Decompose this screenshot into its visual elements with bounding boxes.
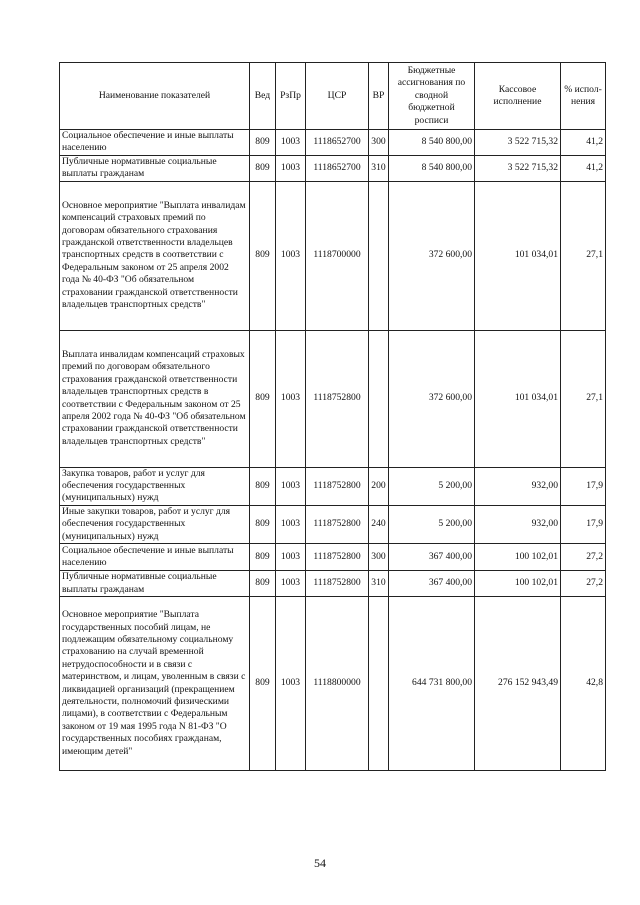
row-ved: 809	[250, 181, 276, 330]
page-number: 54	[314, 856, 326, 870]
table-row	[60, 467, 606, 505]
row-rzpr: 1003	[276, 571, 306, 597]
row-ved: 809	[250, 571, 276, 597]
row-ved: 809	[250, 597, 276, 771]
row-name: Социальное обеспечение и иные выплаты населению	[60, 130, 250, 156]
row-budget: 367 400,00	[389, 544, 475, 571]
row-csr: 1118752800	[306, 330, 369, 467]
row-ved: 809	[250, 544, 276, 571]
row-ved: 809	[250, 130, 276, 156]
table-row	[60, 544, 606, 571]
row-percent: 17,9	[561, 467, 606, 505]
row-cash: 101 034,01	[475, 330, 561, 467]
header-cash-execution: Кассовое исполнение	[475, 63, 561, 130]
table-row	[60, 597, 606, 771]
row-cash: 932,00	[475, 467, 561, 505]
header-ved: Вед	[250, 63, 276, 130]
table-row	[60, 155, 606, 181]
row-ved: 809	[250, 330, 276, 467]
row-percent: 41,2	[561, 155, 606, 181]
row-vr	[369, 330, 389, 467]
row-vr: 200	[369, 467, 389, 505]
header-vr: ВР	[369, 63, 389, 130]
row-cash: 101 034,01	[475, 181, 561, 330]
row-csr: 1118752800	[306, 505, 369, 543]
header-rzpr: РзПр	[276, 63, 306, 130]
row-cash: 100 102,01	[475, 544, 561, 571]
row-percent: 27,1	[561, 181, 606, 330]
row-name: Основное мероприятие "Выплата государственных пособий лицам, не подлежащим обязательному социальному страхованию на случай временной нетрудоспособности и в связи с материнством, и лицам, уволенным в связи с ликвидацией организаций (прекращением деятельности, полномочий физическими лицами), в соответствии с Федеральным законом от 19 мая 1995 года N 81-ФЗ "О государственных пособиях гражданам, имеющим детей"	[60, 597, 250, 771]
row-vr: 300	[369, 130, 389, 156]
row-name: Публичные нормативные социальные выплаты гражданам	[60, 155, 250, 181]
row-name: Закупка товаров, работ и услуг для обеспечения государственных (муниципальных) нужд	[60, 467, 250, 505]
row-budget: 5 200,00	[389, 467, 475, 505]
header-name: Наименование показателей	[60, 63, 250, 130]
table-row	[60, 130, 606, 156]
row-rzpr: 1003	[276, 330, 306, 467]
row-rzpr: 1003	[276, 505, 306, 543]
row-rzpr: 1003	[276, 544, 306, 571]
row-cash: 276 152 943,49	[475, 597, 561, 771]
row-rzpr: 1003	[276, 181, 306, 330]
row-ved: 809	[250, 467, 276, 505]
row-budget: 367 400,00	[389, 571, 475, 597]
table-row	[60, 330, 606, 467]
header-csr: ЦСР	[306, 63, 369, 130]
row-budget: 644 731 800,00	[389, 597, 475, 771]
table-row	[60, 571, 606, 597]
row-cash: 3 522 715,32	[475, 155, 561, 181]
row-name: Иные закупки товаров, работ и услуг для обеспечения государственных (муниципальных) нужд	[60, 505, 250, 543]
row-name: Публичные нормативные социальные выплаты гражданам	[60, 571, 250, 597]
row-vr: 310	[369, 571, 389, 597]
row-percent: 17,9	[561, 505, 606, 543]
row-csr: 1118752800	[306, 571, 369, 597]
row-cash: 932,00	[475, 505, 561, 543]
row-ved: 809	[250, 155, 276, 181]
row-name: Социальное обеспечение и иные выплаты населению	[60, 544, 250, 571]
row-csr: 1118652700	[306, 155, 369, 181]
row-ved: 809	[250, 505, 276, 543]
row-budget: 5 200,00	[389, 505, 475, 543]
row-cash: 3 522 715,32	[475, 130, 561, 156]
row-vr: 310	[369, 155, 389, 181]
row-name: Выплата инвалидам компенсаций страховых премий по договорам обязательного страхования гражданской ответственности владельцев транспортных средств в соответствии с Федеральным законом от 25 апреля 2002 года № 40-ФЗ "Об обязательном страховании гражданской ответственности владельцев транспортных средств"	[60, 330, 250, 467]
row-csr: 1118700000	[306, 181, 369, 330]
row-rzpr: 1003	[276, 597, 306, 771]
row-rzpr: 1003	[276, 467, 306, 505]
row-percent: 27,1	[561, 330, 606, 467]
row-vr	[369, 597, 389, 771]
row-csr: 1118752800	[306, 544, 369, 571]
row-budget: 372 600,00	[389, 330, 475, 467]
header-execution-percent: % испол-нения	[561, 63, 606, 130]
row-vr: 240	[369, 505, 389, 543]
row-percent: 27,2	[561, 571, 606, 597]
row-csr: 1118800000	[306, 597, 369, 771]
row-vr	[369, 181, 389, 330]
row-vr: 300	[369, 544, 389, 571]
row-rzpr: 1003	[276, 155, 306, 181]
row-csr: 1118752800	[306, 467, 369, 505]
budget-execution-table	[59, 62, 606, 771]
row-csr: 1118652700	[306, 130, 369, 156]
row-percent: 27,2	[561, 544, 606, 571]
row-budget: 372 600,00	[389, 181, 475, 330]
table-header-row	[60, 63, 606, 130]
row-budget: 8 540 800,00	[389, 130, 475, 156]
row-rzpr: 1003	[276, 130, 306, 156]
row-budget: 8 540 800,00	[389, 155, 475, 181]
row-cash: 100 102,01	[475, 571, 561, 597]
header-budget-allocations: Бюджетные ассигнования по сводной бюджетной росписи	[389, 63, 475, 130]
table-row	[60, 181, 606, 330]
row-percent: 41,2	[561, 130, 606, 156]
row-name: Основное мероприятие "Выплата инвалидам компенсаций страховых премий по договорам обязательного страхования гражданской ответственности владельцев транспортных средств в соответствии с Федеральным законом от 25 апреля 2002 года № 40-ФЗ "Об обязательном страховании гражданской ответственности владельцев транспортных средств"	[60, 181, 250, 330]
row-percent: 42,8	[561, 597, 606, 771]
table-row	[60, 505, 606, 543]
